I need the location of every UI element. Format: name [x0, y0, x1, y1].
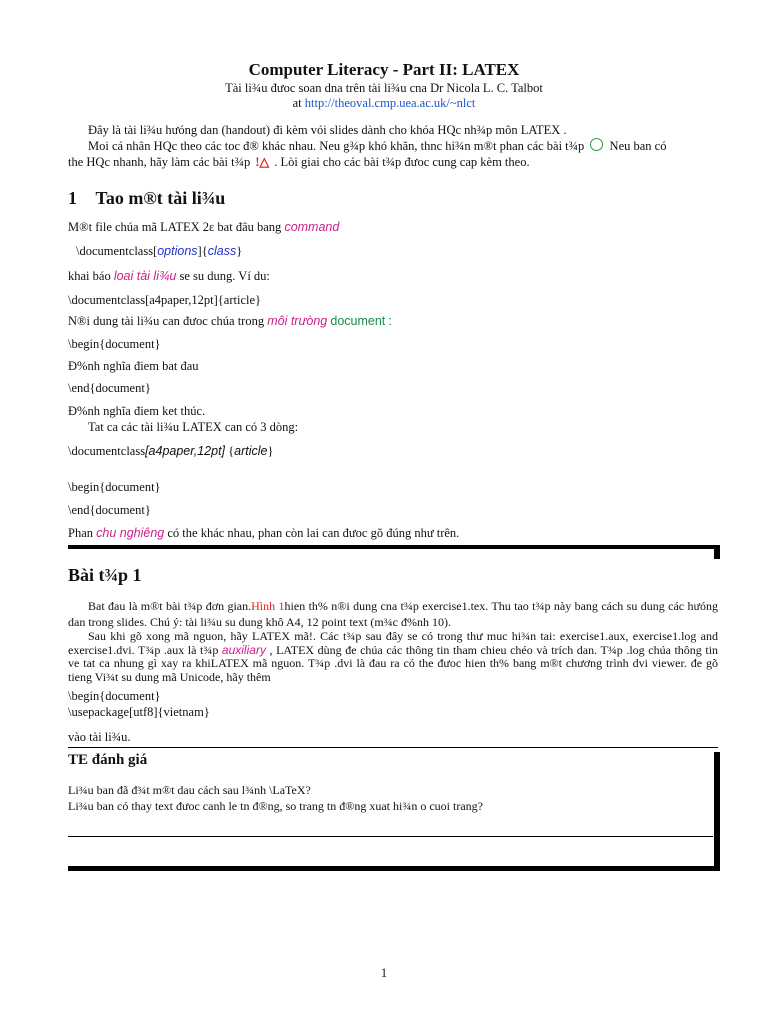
divider [68, 545, 720, 549]
environment-term: môi trưòng [267, 314, 328, 328]
s1-line-14 [68, 526, 459, 541]
class-term: class [207, 244, 237, 258]
s1-line-10: Tat ca các tài li¾u LATEX can có 3 dòng: [88, 420, 299, 434]
s1-line-8: \end{document} [68, 381, 151, 395]
section-title: Tao m®t tài li¾u [95, 188, 226, 208]
intro-text: Neu ban có [609, 139, 667, 153]
text: Phan [68, 526, 93, 540]
code-text: } [236, 244, 243, 258]
document-term: document [330, 314, 386, 328]
code-text: } [267, 444, 274, 458]
review-bottom-border [68, 866, 720, 871]
s1-line-1 [68, 220, 339, 235]
s1-line-5 [68, 314, 392, 329]
text: , LATEX dùng đe chúa các thông tin tham chieu chéo và trích dan. T¾p .log chúa thông tin ve tat ca nhung gì xay ra khiLATEX mã nguon. T¾p .dvi là đau ra có the đưoc hien th% bang m®t chương trình dvi viewer. đe gõ tieng Vi¾t su dung mã Unicode, hãy thêm [68, 642, 719, 684]
s1-line-2 [76, 244, 242, 259]
section-heading [68, 188, 225, 209]
s1-line-12: \begin{document} [68, 480, 161, 494]
s1-line-3 [68, 269, 270, 284]
smiley-icon [590, 138, 603, 151]
author-url-line [0, 96, 768, 111]
s1-line-7: Đ%nh nghĩa điem bat đau [68, 359, 199, 373]
review-question-2: Li¾u ban có thay text đưoc canh le tn đ®ng, so trang tn đ®ng xuat hi¾n o cuoi trang? [68, 799, 483, 813]
author-link[interactable]: http://theoval.cmp.uea.ac.uk/~nlct [304, 96, 476, 110]
intro-paragraph-3 [68, 154, 718, 170]
doc-type-term: loai tài li¾u [113, 269, 177, 283]
document-subtitle: Tài li¾u đưoc soan dna trên tài li¾u cna Dr Nicola L. C. Talbot [225, 81, 543, 95]
text: N®i dung tài li¾u can đưoc chúa trong [68, 314, 265, 328]
code-line-1: \begin{document} [68, 689, 161, 703]
code-italic: article [234, 444, 268, 458]
review-top-rule [68, 747, 718, 748]
divider-edge [714, 545, 720, 559]
text: có the khác nhau, phan còn lai can đưoc gõ đúng như trên. [167, 526, 460, 540]
intro-paragraph-1: Đây là tài li¾u hưóng dan (handout) đi kèm vói slides dành cho khóa HQc nh¾p môn LATEX . [88, 123, 567, 137]
code-line-2: \usepackage[utf8]{vietnam} [68, 705, 210, 719]
section-number: 1 [68, 188, 77, 208]
s1-line-9: Đ%nh nghĩa điem ket thúc. [68, 404, 206, 418]
document-title: Computer Literacy - Part II: LATEX [248, 60, 520, 79]
s1-line-4: \documentclass[a4paper,12pt]{article} [68, 293, 262, 307]
auxiliary-term: auxiliary [221, 642, 266, 657]
text: Sau khi gõ xong mã nguon, hãy LATEX mã!. Các t¾p sau đây se có trong thư muc hi¾n tai: exercise1.aux, exercise1.log and exercise1.dvi. T¾p .aux là t¾p [68, 629, 718, 657]
figure-link[interactable]: Hình 1 [251, 599, 285, 613]
text: khai báo [68, 269, 111, 283]
s1-line-6: \begin{document} [68, 337, 161, 351]
page-number: 1 [380, 966, 388, 980]
at-prefix: at [292, 96, 302, 110]
text: hien th% n®i dung cna t¾p exercise1.tex. Thu tao t¾p này bang cách su dung các hưóng dan trong slides. Chú ý: tài li¾u su dung khô A4, 12 point text (m¾c đ%nh 10). [68, 599, 718, 629]
intro-paragraph-2 [68, 138, 718, 154]
exercise-heading: Bài t¾p 1 [68, 565, 142, 585]
review-title: TE đánh giá [68, 752, 148, 768]
text: se su dung. Ví du: [179, 269, 270, 283]
options-term: options [157, 244, 198, 258]
text: : [388, 314, 392, 328]
command-term: command [284, 220, 340, 234]
text: M®t file chúa mã LATEX 2ε bat đâu bang [68, 220, 282, 234]
s1-line-13: \end{document} [68, 503, 151, 517]
exercise-after: vào tài li¾u. [68, 730, 131, 744]
intro-text: the HQc nhanh, hãy làm các bài t¾p [68, 155, 251, 169]
warning-icon: !△ [255, 155, 270, 169]
intro-text: Moi cá nhân HQc theo các toc đ® khác nhau. Neu g¾p khó khăn, thnc hi¾n m®t phan các bài t¾p [88, 139, 585, 153]
italic-term: chu nghiêng [96, 526, 165, 540]
s1-line-11 [68, 444, 273, 459]
exercise-paragraph-2 [68, 630, 718, 684]
text: Bat đau là m®t bài t¾p đơn gian. [88, 599, 252, 613]
code-text: ]{ [197, 244, 208, 258]
review-question-1: Li¾u ban đã đ¾t m®t dau cách sau l¾nh \LaTeX? [68, 783, 311, 797]
code-text: { [228, 444, 235, 458]
exercise-paragraph-1 [68, 598, 718, 630]
intro-text: . Lòi giai cho các bài t¾p đưoc cung cap kèm theo. [274, 155, 530, 169]
review-right-border [714, 752, 720, 870]
code-text: \documentclass [68, 444, 146, 458]
code-text: \documentclass[ [76, 244, 158, 258]
review-inner-rule [68, 836, 713, 837]
code-italic: [a4paper,12pt] [145, 444, 226, 458]
